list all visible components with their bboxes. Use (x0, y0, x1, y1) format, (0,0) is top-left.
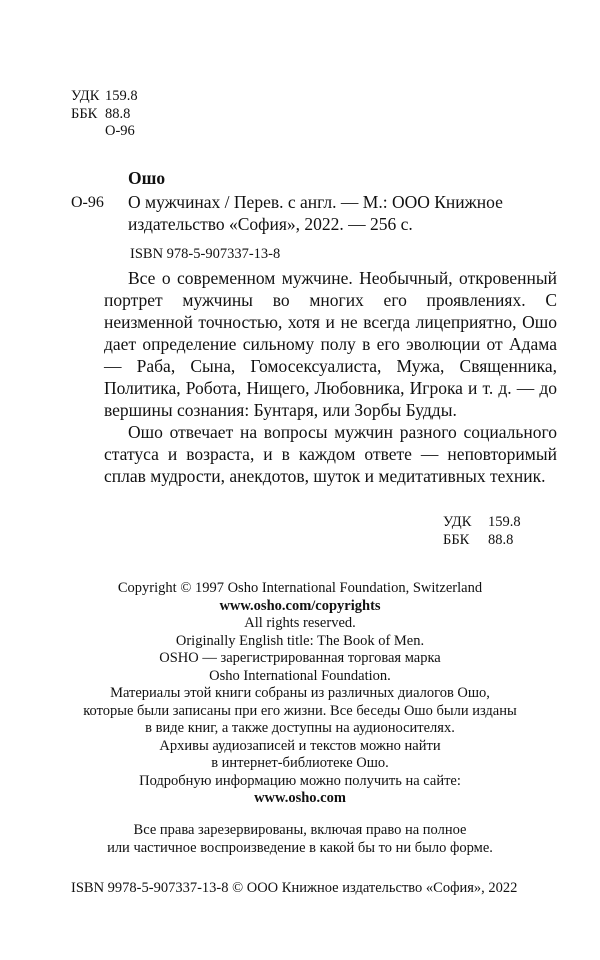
bibliographic-description: О мужчинах / Перев. с англ. — М.: ООО Книжное издательство «София», 2022. — 256 с. (128, 192, 503, 234)
udc-value: 159.8 (105, 88, 138, 104)
udc-row-bottom (443, 514, 521, 532)
annotation-paragraph-1: Все о современном мужчине. Необычный, откровенный портрет мужчины во многих его проявлениях. С неизменной точностью, хотя и не всегда лицеприятно, Ошо дает определение сильному полу в его эволюции от Адама — Раба, Сына, Гомосексуалиста, Мужа, Священника, Политика, Робота, Нищего, Любовника, Игрока и т. д. — до вершины сознания: Бунтаря, или Зорбы Будды. (104, 268, 557, 420)
isbn-top: ISBN 978-5-907337-13-8 (130, 246, 281, 262)
archives-line-2: в интернет-библиотеке Ошо. (211, 755, 389, 771)
copyright-block (60, 580, 540, 808)
classification-codes-bottom (443, 514, 521, 549)
bbk-row (71, 106, 138, 124)
website-link[interactable]: www.osho.com (254, 790, 346, 806)
all-rights-reserved: All rights reserved. (244, 615, 356, 631)
bbk-value-bottom: 88.8 (488, 531, 514, 548)
udc-row (71, 88, 138, 106)
udc-label-bottom: УДК (443, 514, 472, 530)
trademark-line: OSHO — зарегистрированная торговая марка (159, 650, 441, 666)
author-mark-value: О-96 (105, 123, 135, 139)
info-line: Подробную информацию можно получить на сайте: (139, 772, 461, 789)
bbk-value: 88.8 (105, 105, 131, 122)
udc-value-bottom: 159.8 (488, 514, 521, 530)
original-title: Originally English title: The Book of Men. (175, 632, 425, 649)
archives-line-1: Архивы аудиозаписей и текстов можно найти (159, 737, 441, 754)
rights-line-1: Все права зарезервированы, включая право на полное (133, 822, 467, 838)
copyrights-link[interactable]: www.osho.com/copyrights (219, 597, 381, 614)
author-mark-label (71, 123, 105, 141)
annotation-paragraph-2: Ошо отвечает на вопросы мужчин разного социального статуса и возраста, и в каждом ответе — неповторимый сплав мудрости, анекдотов, шуток и медитативных техник. (104, 422, 557, 486)
classification-codes-top (71, 88, 138, 141)
foundation-line: Osho International Foundation. (209, 667, 391, 684)
author-name: Ошо (128, 168, 166, 188)
index-mark: О-96 (71, 194, 104, 211)
author-mark-row (71, 123, 138, 141)
rights-notice (60, 822, 540, 857)
materials-line-1: Материалы этой книги собраны из различных диалогов Ошо, (110, 685, 490, 701)
footer-isbn-copyright: ISBN 9978-5-907337-13-8 © ООО Книжное издательство «София», 2022 (71, 880, 518, 896)
materials-line-2: которые были записаны при его жизни. Все беседы Ошо были изданы (83, 702, 517, 719)
rights-line-2: или частичное воспроизведение в какой бы то ни было форме. (107, 839, 493, 856)
materials-line-3: в виде книг, а также доступны на аудионосителях. (145, 720, 455, 736)
bbk-row-bottom (443, 532, 521, 550)
bbk-label-bottom: ББК (443, 531, 470, 548)
annotation (104, 267, 557, 487)
copyright-line: Copyright © 1997 Osho International Foundation, Switzerland (117, 580, 483, 596)
udc-label: УДК (71, 88, 100, 104)
bbk-label: ББК (71, 105, 98, 122)
